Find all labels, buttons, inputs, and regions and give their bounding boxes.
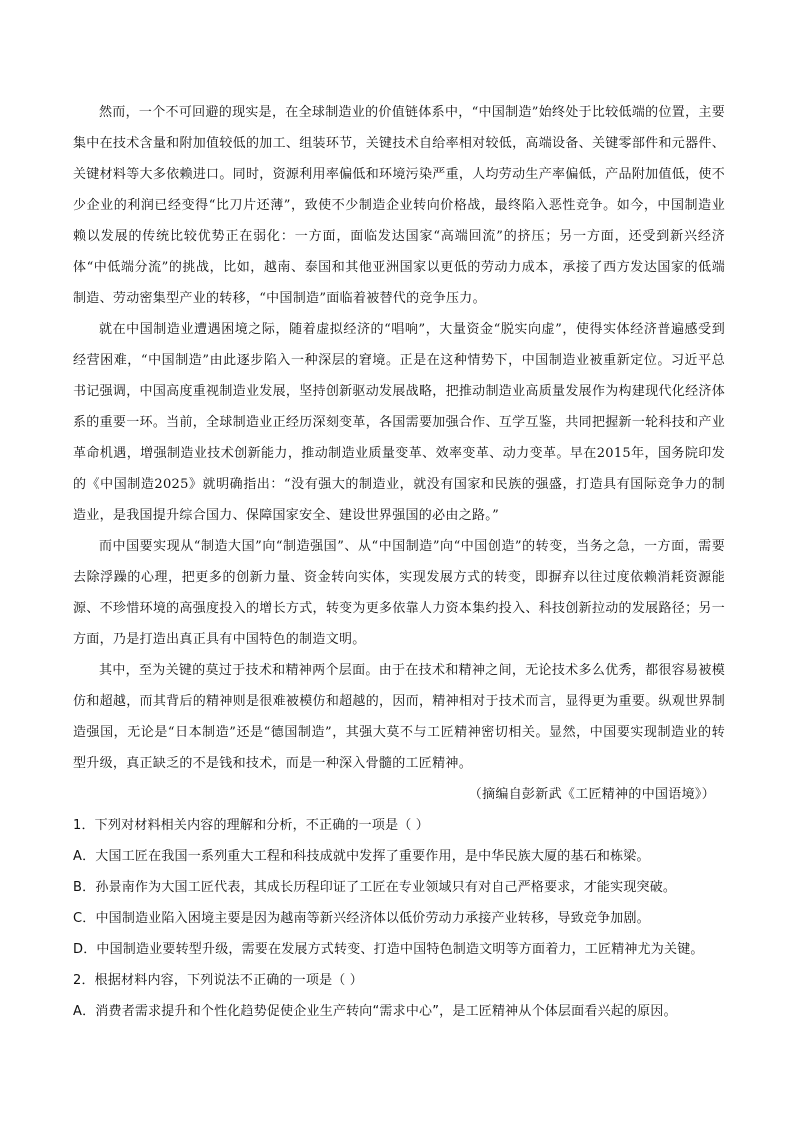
question-1-option-a: A．大国工匠在我国一系列重大工程和科技成就中发挥了重要作用，是中华民族大厦的基石和栋梁。 [73,849,650,864]
passage-paragraph-1: 然而，一个不可回避的现实是，在全球制造业的价值链体系中，“中国制造”始终处于比较低端的位置，主要集中在技术含量和附加值较低的加工、组装环节，关键技术自给率相对较低，高端设备、关键零部件和元器件、关键材料等大多依赖进口。同时，资源利用率偏低和环境污染严重，人均劳动生产率偏低，产品附加值低，使不少企业的利润已经变得“比刀片还薄”，致使不少制造企业转向价格战，最终陷入恶性竞争。如今，中国制造业赖以发展的传统比较优势正在弱化：一方面，面临发达国家“高端回流”的挤压；另一方面，还受到新兴经济体“中低端分流”的挑战，比如，越南、泰国和其他亚洲国家以更低的劳动力成本，承接了西方发达国家的低端制造、劳动密集型产业的转移，“中国制造”面临着被替代的竞争压力。 [73,105,725,306]
question-1 [73,810,725,965]
question-1-option-c: C．中国制造业陷入困境主要是因为越南等新兴经济体以低价劳动力承接产业转移，导致竞争加剧。 [73,911,650,926]
passage-paragraph-3: 而中国要实现从“制造大国”向“制造强国”、从“中国制造”向“中国创造”的转变，当务之急，一方面，需要去除浮躁的心理，把更多的创新力量、资金转向实体，实现发展方式的转变，即摒弃以往过度依赖消耗资源能源、不珍惜环境的高强度投入的增长方式，转变为更多依靠人力资本集约投入、科技创新拉动的发展路径；另一方面，乃是打造出真正具有中国特色的制造文明。 [73,539,725,647]
document-page [73,97,725,1027]
question-2-stem: 2．根据材料内容，下列说法不正确的一项是（ ） [73,973,364,988]
question-2-option-a: A．消费者需求提升和个性化趋势促使企业生产转向“需求中心”，是工匠精神从个体层面看兴起的原因。 [73,1004,677,1019]
passage-source: （摘编自彭新武《工匠精神的中国语境》） [468,787,715,802]
question-1-option-d: D．中国制造业要转型升级，需要在发展方式转变、打造中国特色制造文明等方面着力，工匠精神尤为关键。 [73,942,704,957]
passage-paragraph-4: 其中，至为关键的莫过于技术和精神两个层面。由于在技术和精神之间，无论技术多么优秀，都很容易被模仿和超越，而其背后的精神则是很难被模仿和超越的，因而，精神相对于技术而言，显得更为重要。纵观世界制造强国，无论是“日本制造”还是“德国制造”，其强大莫不与工匠精神密切相关。显然，中国要实现制造业的转型升级，真正缺乏的不是钱和技术，而是一种深入骨髓的工匠精神。 [73,663,725,771]
question-2 [73,965,725,1027]
question-1-option-b: B．孙景南作为大国工匠代表，其成长历程印证了工匠在专业领域只有对自己严格要求，才能实现突破。 [73,880,677,895]
question-1-stem: 1．下列对材料相关内容的理解和分析，不正确的一项是（ ） [73,818,430,833]
passage-paragraph-2: 就在中国制造业遭遇困境之际，随着虚拟经济的“唱响”，大量资金“脱实向虚”，使得实体经济普遍感受到经营困难，“中国制造”由此逐步陷入一种深层的窘境。正是在这种情势下，中国制造业被重新定位。习近平总书记强调，中国高度重视制造业发展，坚持创新驱动发展战略，把推动制造业高质量发展作为构建现代化经济体系的重要一环。当前，全球制造业正经历深刻变革，各国需要加强合作、互学互鉴，共同把握新一轮科技和产业革命机遇，增强制造业技术创新能力，推动制造业质量变革、效率变革、动力变革。早在2015年，国务院印发的《中国制造2025》就明确指出：“没有强大的制造业，就没有国家和民族的强盛，打造具有国际竞争力的制造业，是我国提升综合国力、保障国家安全、建设世界强国的必由之路。” [73,322,725,523]
